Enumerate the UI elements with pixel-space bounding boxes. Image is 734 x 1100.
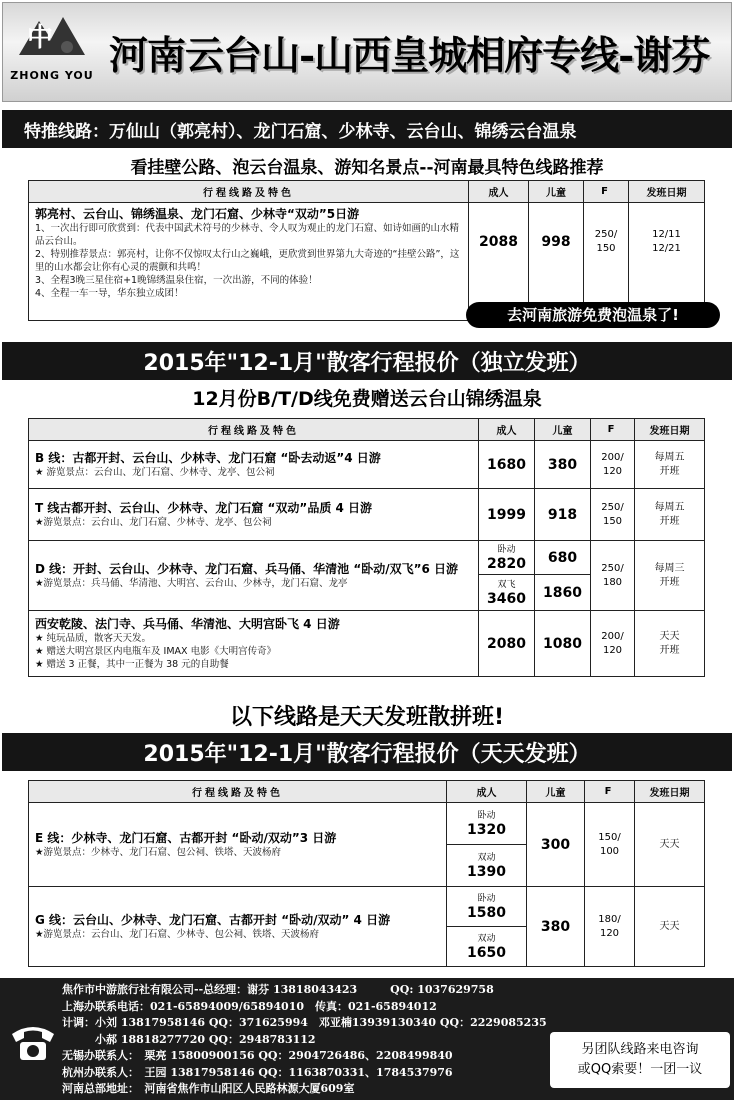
- child-price: 680: [535, 541, 591, 575]
- f-price: 150/ 100: [585, 803, 635, 887]
- adult-label: 卧动: [477, 893, 496, 904]
- route-desc: ★ 游览景点：云台山、龙门石窟、少林寺、龙亭、包公祠: [35, 466, 275, 478]
- child-price: 998: [529, 203, 584, 321]
- adult-price: 2820: [487, 555, 526, 572]
- logo-text: ZHONG YOU: [10, 69, 94, 82]
- contact-line: 杭州办联系人： 王园 13817958146 QQ：1163870331、1784537976: [62, 1065, 453, 1079]
- col-route: 行程线路及特色: [29, 181, 469, 203]
- section3-banner: [2, 733, 732, 771]
- route-desc: ★游览景点：兵马俑、华清池、大明宫、云台山、少林寺，龙门石窟、龙亭: [35, 577, 348, 589]
- route-title: E 线：少林寺、龙门石窟、古都开封 “卧动/双动”3 日游: [35, 830, 337, 845]
- f-price: 250/ 150: [591, 489, 635, 541]
- col-dates: 发班日期: [635, 419, 705, 441]
- col-adult: 成人: [469, 181, 529, 203]
- route-cell: [29, 203, 469, 321]
- section3-table: [28, 780, 705, 967]
- col-dates: 发班日期: [629, 181, 705, 203]
- adult-price: 1320: [467, 821, 506, 838]
- col-child: 儿童: [529, 181, 584, 203]
- route-desc: ★ 纯玩品质，散客天天发。: [35, 632, 152, 644]
- route-desc: ★游览景点：云台山、龙门石窟、少林寺、包公祠、铁塔、天波杨府: [35, 928, 320, 940]
- featured-label: 特推线路：万仙山（郭亮村）、龙门石窟、少林寺、云台山、锦绣云台温泉: [24, 121, 577, 142]
- page-title: 河南云台山-山西皇城相府专线-谢芬: [109, 33, 710, 79]
- adult-label: 双动: [477, 933, 496, 944]
- child-price: 300: [527, 803, 585, 887]
- depart-dates: 每周三 开班: [635, 541, 705, 611]
- depart-dates: 天天: [635, 887, 705, 967]
- f-price: 250/ 150: [584, 203, 629, 321]
- child-price: 1860: [535, 575, 591, 611]
- adult-label: 双动: [477, 852, 496, 863]
- adult-price: 1390: [467, 863, 506, 880]
- route-title: G 线：云台山、少林寺、龙门石窟、古都开封 “卧动/双动” 4 日游: [35, 912, 391, 927]
- route-desc-2: 2、特别推荐景点：郭亮村，让你不仅惊叹太行山之巍峨，更欣赏到世界第九大奇迹的“挂壁公路”，这里的山水都会让你有心灵的震颤和共鸣！: [35, 249, 460, 273]
- contact-line: 无锡办联系人： 栗亮 15800900156 QQ：2904726486、2208499840: [62, 1049, 453, 1062]
- section1-table: [28, 180, 705, 321]
- section2-banner-text: 2015年"12-1月"散客行程报价（独立发班）: [143, 350, 591, 376]
- col-route: 行程线路及特色: [29, 419, 479, 441]
- depart-dates: 12/11 12/21: [629, 203, 705, 321]
- route-desc: ★游览景点：少林寺、龙门石窟、包公祠、铁塔、天波杨府: [35, 846, 282, 858]
- route-desc: ★ 赠送 3 正餐，其中一正餐为 38 元的自助餐: [35, 658, 229, 670]
- featured-bar: [2, 110, 732, 148]
- contact-line: 小郝 18818277720 QQ：2948783112: [62, 1032, 316, 1046]
- depart-dates: 每周五 开班: [635, 441, 705, 489]
- contact-line: 上海办联系电话：021-65894009/65894010 传真：021-65894012: [62, 999, 437, 1013]
- f-price: 200/ 120: [591, 441, 635, 489]
- section2-table: [28, 418, 705, 677]
- adult-label: 双飞: [497, 579, 516, 590]
- table-row: [29, 803, 705, 845]
- table-row: [29, 541, 705, 575]
- phone-icon: [8, 1020, 58, 1064]
- col-adult: 成人: [479, 419, 535, 441]
- group-consult-note: 另团队线路来电咨询 或QQ索要！一团一议: [550, 1032, 730, 1088]
- adult-price: 1650: [467, 944, 506, 961]
- contact-line: 焦作市中游旅行社有限公司--总经理：谢芬 13818043423 QQ: 1037629758: [62, 983, 494, 996]
- table-row: [29, 887, 705, 927]
- logo: [9, 9, 95, 89]
- adult-label: 卧动: [477, 810, 496, 821]
- table-row: [29, 489, 705, 541]
- adult-label: 卧动: [497, 544, 516, 555]
- col-f: F: [584, 181, 629, 203]
- route-title: 郭亮村、云台山、锦绣温泉、龙门石窟、少林寺“双动”5日游: [35, 207, 360, 221]
- route-title: D 线：开封、云台山、少林寺、龙门石窟、兵马俑、华清池 “卧动/双飞”6 日游: [35, 561, 459, 576]
- depart-dates: 天天 开班: [635, 611, 705, 677]
- route-title: T 线古都开封、云台山、少林寺、龙门石窟 “双动”品质 4 日游: [35, 500, 373, 515]
- header: [2, 2, 732, 102]
- adult-price: 3460: [487, 590, 526, 607]
- route-title: B 线：古都开封、云台山、少林寺、龙门石窟 “卧去动返”4 日游: [35, 450, 381, 465]
- featured-subtitle: 看挂壁公路、泡云台温泉、游知名景点--河南最具特色线路推荐: [130, 158, 604, 178]
- section2-subtitle: 12月份B/T/D线免费赠送云台山锦绣温泉: [192, 388, 542, 410]
- route-desc-3: 3、全程3晚三星住宿+1晚锦绣温泉住宿，一次出游，不同的体验！: [35, 275, 318, 286]
- child-price: 380: [535, 441, 591, 489]
- route-desc-4: 4、全程一车一导，华东独立成团！: [35, 288, 184, 299]
- child-price: 1080: [535, 611, 591, 677]
- table-row: [29, 441, 705, 489]
- child-price: 918: [535, 489, 591, 541]
- route-desc: ★游览景点：云台山、龙门石窟、少林寺、龙亭、包公祠: [35, 516, 272, 528]
- table-row: [29, 611, 705, 677]
- col-f: F: [585, 781, 635, 803]
- col-f: F: [591, 419, 635, 441]
- logo-glyph: 中: [27, 23, 54, 53]
- section3-banner-text: 2015年"12-1月"散客行程报价（天天发班）: [143, 741, 591, 767]
- f-price: 250/ 180: [591, 541, 635, 611]
- col-route: 行程线路及特色: [29, 781, 447, 803]
- route-desc-1: 1、一次出行即可欣赏到：代表中国武术符号的少林寺、令人叹为观止的龙门石窟、如诗如画的山水精品云台山。: [35, 223, 460, 247]
- col-dates: 发班日期: [635, 781, 705, 803]
- adult-price: 2088: [469, 203, 529, 321]
- logo-mountain-icon: [9, 9, 95, 61]
- f-price: 180/ 120: [585, 887, 635, 967]
- footer: [0, 978, 734, 1100]
- section2-banner: [2, 342, 732, 380]
- depart-dates: 天天: [635, 803, 705, 887]
- adult-price: 1680: [479, 441, 535, 489]
- adult-price: 2080: [479, 611, 535, 677]
- daily-notice: 以下线路是天天发班散拼班!: [229, 705, 505, 730]
- adult-price: 1999: [479, 489, 535, 541]
- col-child: 儿童: [535, 419, 591, 441]
- child-price: 380: [527, 887, 585, 967]
- contact-line: 计调：小刘 13817958146 QQ：371625994 邓亚楠13939130340 QQ：2229085235: [62, 1016, 547, 1029]
- f-price: 200/ 120: [591, 611, 635, 677]
- route-desc: ★ 赠送大明宫景区内电瓶车及 IMAX 电影《大明宫传奇》: [35, 645, 277, 657]
- hot-spring-badge: 去河南旅游免费泡温泉了!: [466, 302, 720, 328]
- col-child: 儿童: [527, 781, 585, 803]
- adult-price: 1580: [467, 904, 506, 921]
- depart-dates: 每周五 开班: [635, 489, 705, 541]
- col-adult: 成人: [447, 781, 527, 803]
- route-title: 西安乾陵、法门寺、兵马俑、华清池、大明宫卧飞 4 日游: [35, 616, 340, 631]
- contact-line: 河南总部地址： 河南省焦作市山阳区人民路林源大厦609室: [62, 1082, 355, 1095]
